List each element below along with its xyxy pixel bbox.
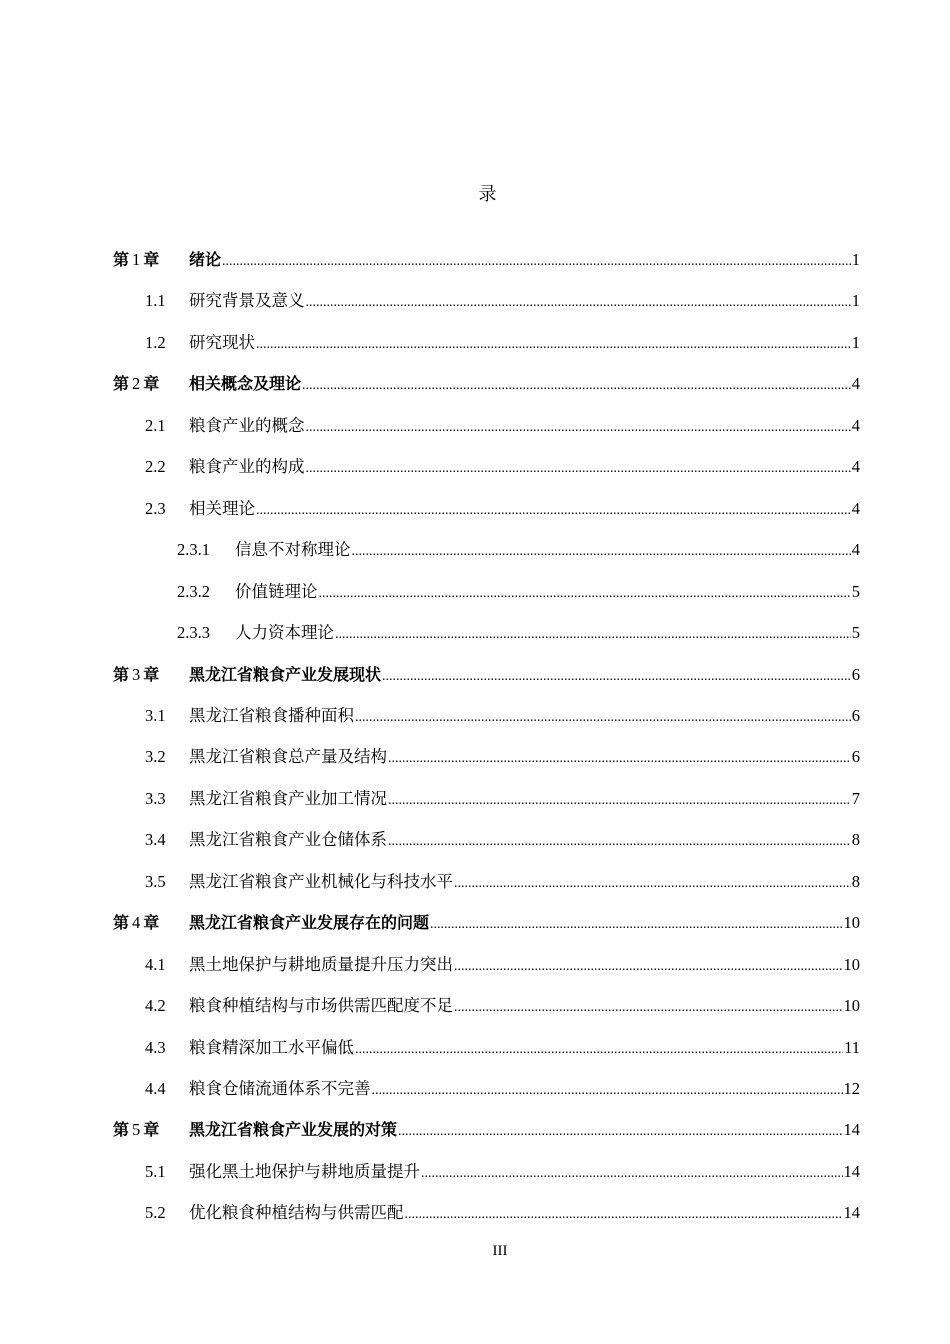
toc-entry-number: 1.2 bbox=[145, 332, 166, 352]
toc-entry-number: 3.3 bbox=[145, 788, 166, 808]
toc-dot-leader bbox=[388, 746, 851, 772]
toc-entry-label: 研究背景及意义 bbox=[189, 291, 305, 311]
chapter-suffix: 章 bbox=[143, 250, 160, 269]
toc-entry-number bbox=[113, 662, 189, 688]
toc-section-entry[interactable] bbox=[145, 1200, 860, 1226]
toc-entry-label: 黑龙江省粮食播种面积 bbox=[189, 705, 354, 725]
toc-section-entry[interactable] bbox=[145, 703, 860, 729]
chapter-number: 2 bbox=[132, 374, 141, 394]
toc-entry-number bbox=[113, 910, 189, 936]
chapter-prefix: 第 bbox=[113, 913, 130, 933]
toc-entry-label: 黑龙江省粮食产业发展的对策 bbox=[189, 1120, 398, 1140]
toc-entry-label: 人力资本理论 bbox=[235, 623, 334, 643]
toc-chapter-entry[interactable] bbox=[113, 910, 860, 936]
toc-dot-leader bbox=[454, 995, 843, 1021]
toc-subsection-entry[interactable] bbox=[177, 620, 860, 646]
toc-entry-label: 粮食种植结构与市场供需匹配度不足 bbox=[189, 996, 453, 1016]
toc-entry-page: 8 bbox=[851, 830, 860, 850]
toc-entry-label: 强化黑土地保护与耕地质量提升 bbox=[189, 1161, 420, 1181]
toc-dot-leader bbox=[256, 332, 851, 358]
toc-entry-label: 粮食仓储流通体系不完善 bbox=[189, 1079, 371, 1098]
toc-entry-label: 黑龙江省粮食产业发展现状 bbox=[189, 664, 382, 684]
toc-entry-label: 信息不对称理论 bbox=[235, 540, 351, 560]
toc-chapter-entry[interactable] bbox=[113, 1117, 860, 1143]
toc-entry-label: 黑龙江省粮食产业发展存在的问题 bbox=[189, 913, 430, 933]
toc-entry-label: 黑龙江省粮食总产量及结构 bbox=[189, 747, 387, 767]
toc-entry-number: 3.1 bbox=[145, 705, 166, 725]
toc-dot-leader bbox=[355, 705, 851, 731]
toc-entry-number: 5.2 bbox=[145, 1203, 166, 1223]
toc-entry-number: 4.1 bbox=[145, 954, 166, 974]
toc-dot-leader bbox=[222, 249, 851, 275]
toc-entry-page: 4 bbox=[851, 374, 860, 394]
toc-entry-number: 3.5 bbox=[145, 871, 166, 891]
toc-entry-page: 10 bbox=[843, 954, 860, 974]
chapter-suffix: 章 bbox=[143, 664, 160, 684]
toc-dot-leader bbox=[256, 498, 851, 524]
toc-dot-leader bbox=[382, 664, 851, 690]
toc-section-entry[interactable] bbox=[145, 288, 860, 314]
toc-dot-leader bbox=[306, 456, 851, 482]
toc-section-entry[interactable] bbox=[145, 1035, 860, 1061]
chapter-suffix: 章 bbox=[143, 1120, 160, 1140]
toc-entry-number: 3.2 bbox=[145, 747, 166, 767]
toc-entry-label: 粮食产业的概念 bbox=[189, 415, 305, 435]
chapter-number: 5 bbox=[132, 1120, 141, 1140]
toc-entry-label: 研究现状 bbox=[189, 332, 255, 352]
toc-entry-page: 1 bbox=[851, 332, 860, 352]
toc-section-entry[interactable] bbox=[145, 496, 860, 522]
toc-entry-page: 6 bbox=[851, 664, 860, 684]
toc-entry-page: 14 bbox=[843, 1161, 860, 1181]
toc-entry-label: 价值链理论 bbox=[235, 581, 318, 601]
toc-entry-label: 粮食产业的构成 bbox=[189, 457, 305, 477]
toc-dot-leader bbox=[405, 1202, 843, 1228]
toc-entry-number: 2.2 bbox=[145, 457, 166, 477]
toc-section-entry[interactable] bbox=[145, 786, 860, 812]
toc-entry-page: 6 bbox=[851, 747, 860, 767]
toc-entry-page: 10 bbox=[843, 996, 860, 1016]
toc-dot-leader bbox=[398, 1119, 842, 1145]
toc-dot-leader bbox=[388, 788, 851, 814]
toc-entry-page: 1 bbox=[851, 250, 860, 269]
toc-entry-label: 相关概念及理论 bbox=[189, 374, 302, 394]
toc-dot-leader bbox=[388, 829, 851, 855]
toc-entry-label: 黑龙江省粮食产业机械化与科技水平 bbox=[189, 871, 453, 891]
toc-entry-number bbox=[113, 247, 189, 273]
toc-section-entry[interactable] bbox=[145, 827, 860, 853]
toc-entry-page: 5 bbox=[851, 581, 860, 601]
chapter-number: 1 bbox=[132, 250, 141, 269]
toc-chapter-entry[interactable] bbox=[113, 371, 860, 397]
toc-dot-leader bbox=[454, 871, 851, 897]
toc-dot-leader bbox=[306, 415, 851, 441]
toc-dot-leader bbox=[302, 373, 851, 399]
toc-section-entry[interactable] bbox=[145, 330, 860, 356]
toc-entry-page: 11 bbox=[844, 1037, 860, 1057]
toc-section-entry[interactable] bbox=[145, 952, 860, 978]
toc-entry-label: 黑土地保护与耕地质量提升压力突出 bbox=[189, 954, 453, 974]
toc-entry-label: 黑龙江省粮食产业加工情况 bbox=[189, 788, 387, 808]
toc-dot-leader bbox=[421, 1161, 843, 1187]
toc-entry-number bbox=[113, 1117, 189, 1143]
toc-subsection-entry[interactable] bbox=[177, 537, 860, 563]
toc-entry-number: 2.3.2 bbox=[177, 581, 210, 601]
toc-dot-leader bbox=[430, 912, 842, 938]
toc-subsection-entry[interactable] bbox=[177, 579, 860, 605]
toc-entry-number: 5.1 bbox=[145, 1161, 166, 1181]
chapter-number: 3 bbox=[132, 664, 141, 684]
toc-section-entry[interactable] bbox=[145, 993, 860, 1019]
toc-dot-leader bbox=[335, 622, 851, 648]
chapter-suffix: 章 bbox=[143, 374, 160, 394]
toc-entry-page: 1 bbox=[851, 291, 860, 311]
chapter-prefix: 第 bbox=[113, 374, 130, 394]
toc-entry-page: 12 bbox=[843, 1079, 860, 1098]
toc-dot-leader bbox=[372, 1078, 843, 1104]
toc-section-entry[interactable] bbox=[145, 1076, 860, 1102]
toc-dot-leader bbox=[352, 539, 851, 565]
page-number: III bbox=[492, 1243, 508, 1259]
toc-section-entry[interactable] bbox=[145, 413, 860, 439]
chapter-prefix: 第 bbox=[113, 250, 130, 269]
toc-entry-page: 10 bbox=[843, 913, 860, 933]
toc-entry-page: 4 bbox=[851, 457, 860, 477]
toc-entry-page: 4 bbox=[851, 540, 860, 560]
toc-section-entry[interactable] bbox=[145, 454, 860, 480]
toc-entry-label: 相关理论 bbox=[189, 498, 255, 518]
toc-entry-number bbox=[113, 371, 189, 397]
toc-entry-page: 8 bbox=[851, 871, 860, 891]
toc-chapter-entry[interactable] bbox=[113, 662, 860, 688]
toc-dot-leader bbox=[319, 581, 851, 607]
toc-entry-number: 4.4 bbox=[145, 1079, 166, 1098]
toc-dot-leader bbox=[454, 954, 843, 980]
toc-entry-label: 绪论 bbox=[189, 250, 222, 269]
toc-entry-page: 5 bbox=[851, 623, 860, 643]
chapter-number: 4 bbox=[132, 913, 141, 933]
toc-entry-label: 粮食精深加工水平偏低 bbox=[189, 1037, 354, 1057]
toc-entry-number: 3.4 bbox=[145, 830, 166, 850]
toc-section-entry[interactable] bbox=[145, 744, 860, 770]
toc-entry-number: 4.3 bbox=[145, 1037, 166, 1057]
toc-entry-page: 14 bbox=[843, 1203, 860, 1223]
toc-entry-number: 2.1 bbox=[145, 415, 166, 435]
toc-entry-number: 2.3.3 bbox=[177, 623, 210, 643]
toc-entry-page: 4 bbox=[851, 415, 860, 435]
chapter-prefix: 第 bbox=[113, 1120, 130, 1140]
toc-dot-leader bbox=[355, 1037, 843, 1063]
toc-entry-number: 4.2 bbox=[145, 996, 166, 1016]
toc-entry-label: 黑龙江省粮食产业仓储体系 bbox=[189, 830, 387, 850]
toc-entry-page: 14 bbox=[843, 1120, 860, 1140]
toc-entry-page: 4 bbox=[851, 498, 860, 518]
toc-entry-page: 6 bbox=[851, 705, 860, 725]
toc-chapter-entry[interactable] bbox=[113, 247, 860, 273]
page-title: 录 bbox=[478, 184, 497, 205]
toc-section-entry[interactable] bbox=[145, 869, 860, 895]
toc-entry-page: 7 bbox=[851, 788, 860, 808]
toc-entry-label: 优化粮食种植结构与供需匹配 bbox=[189, 1203, 404, 1223]
chapter-suffix: 章 bbox=[143, 913, 160, 933]
chapter-prefix: 第 bbox=[113, 664, 130, 684]
toc-entry-number: 1.1 bbox=[145, 291, 166, 311]
toc-entry-number: 2.3 bbox=[145, 498, 166, 518]
toc-dot-leader bbox=[306, 290, 851, 316]
toc-section-entry[interactable] bbox=[145, 1159, 860, 1185]
toc-entry-number: 2.3.1 bbox=[177, 540, 210, 560]
